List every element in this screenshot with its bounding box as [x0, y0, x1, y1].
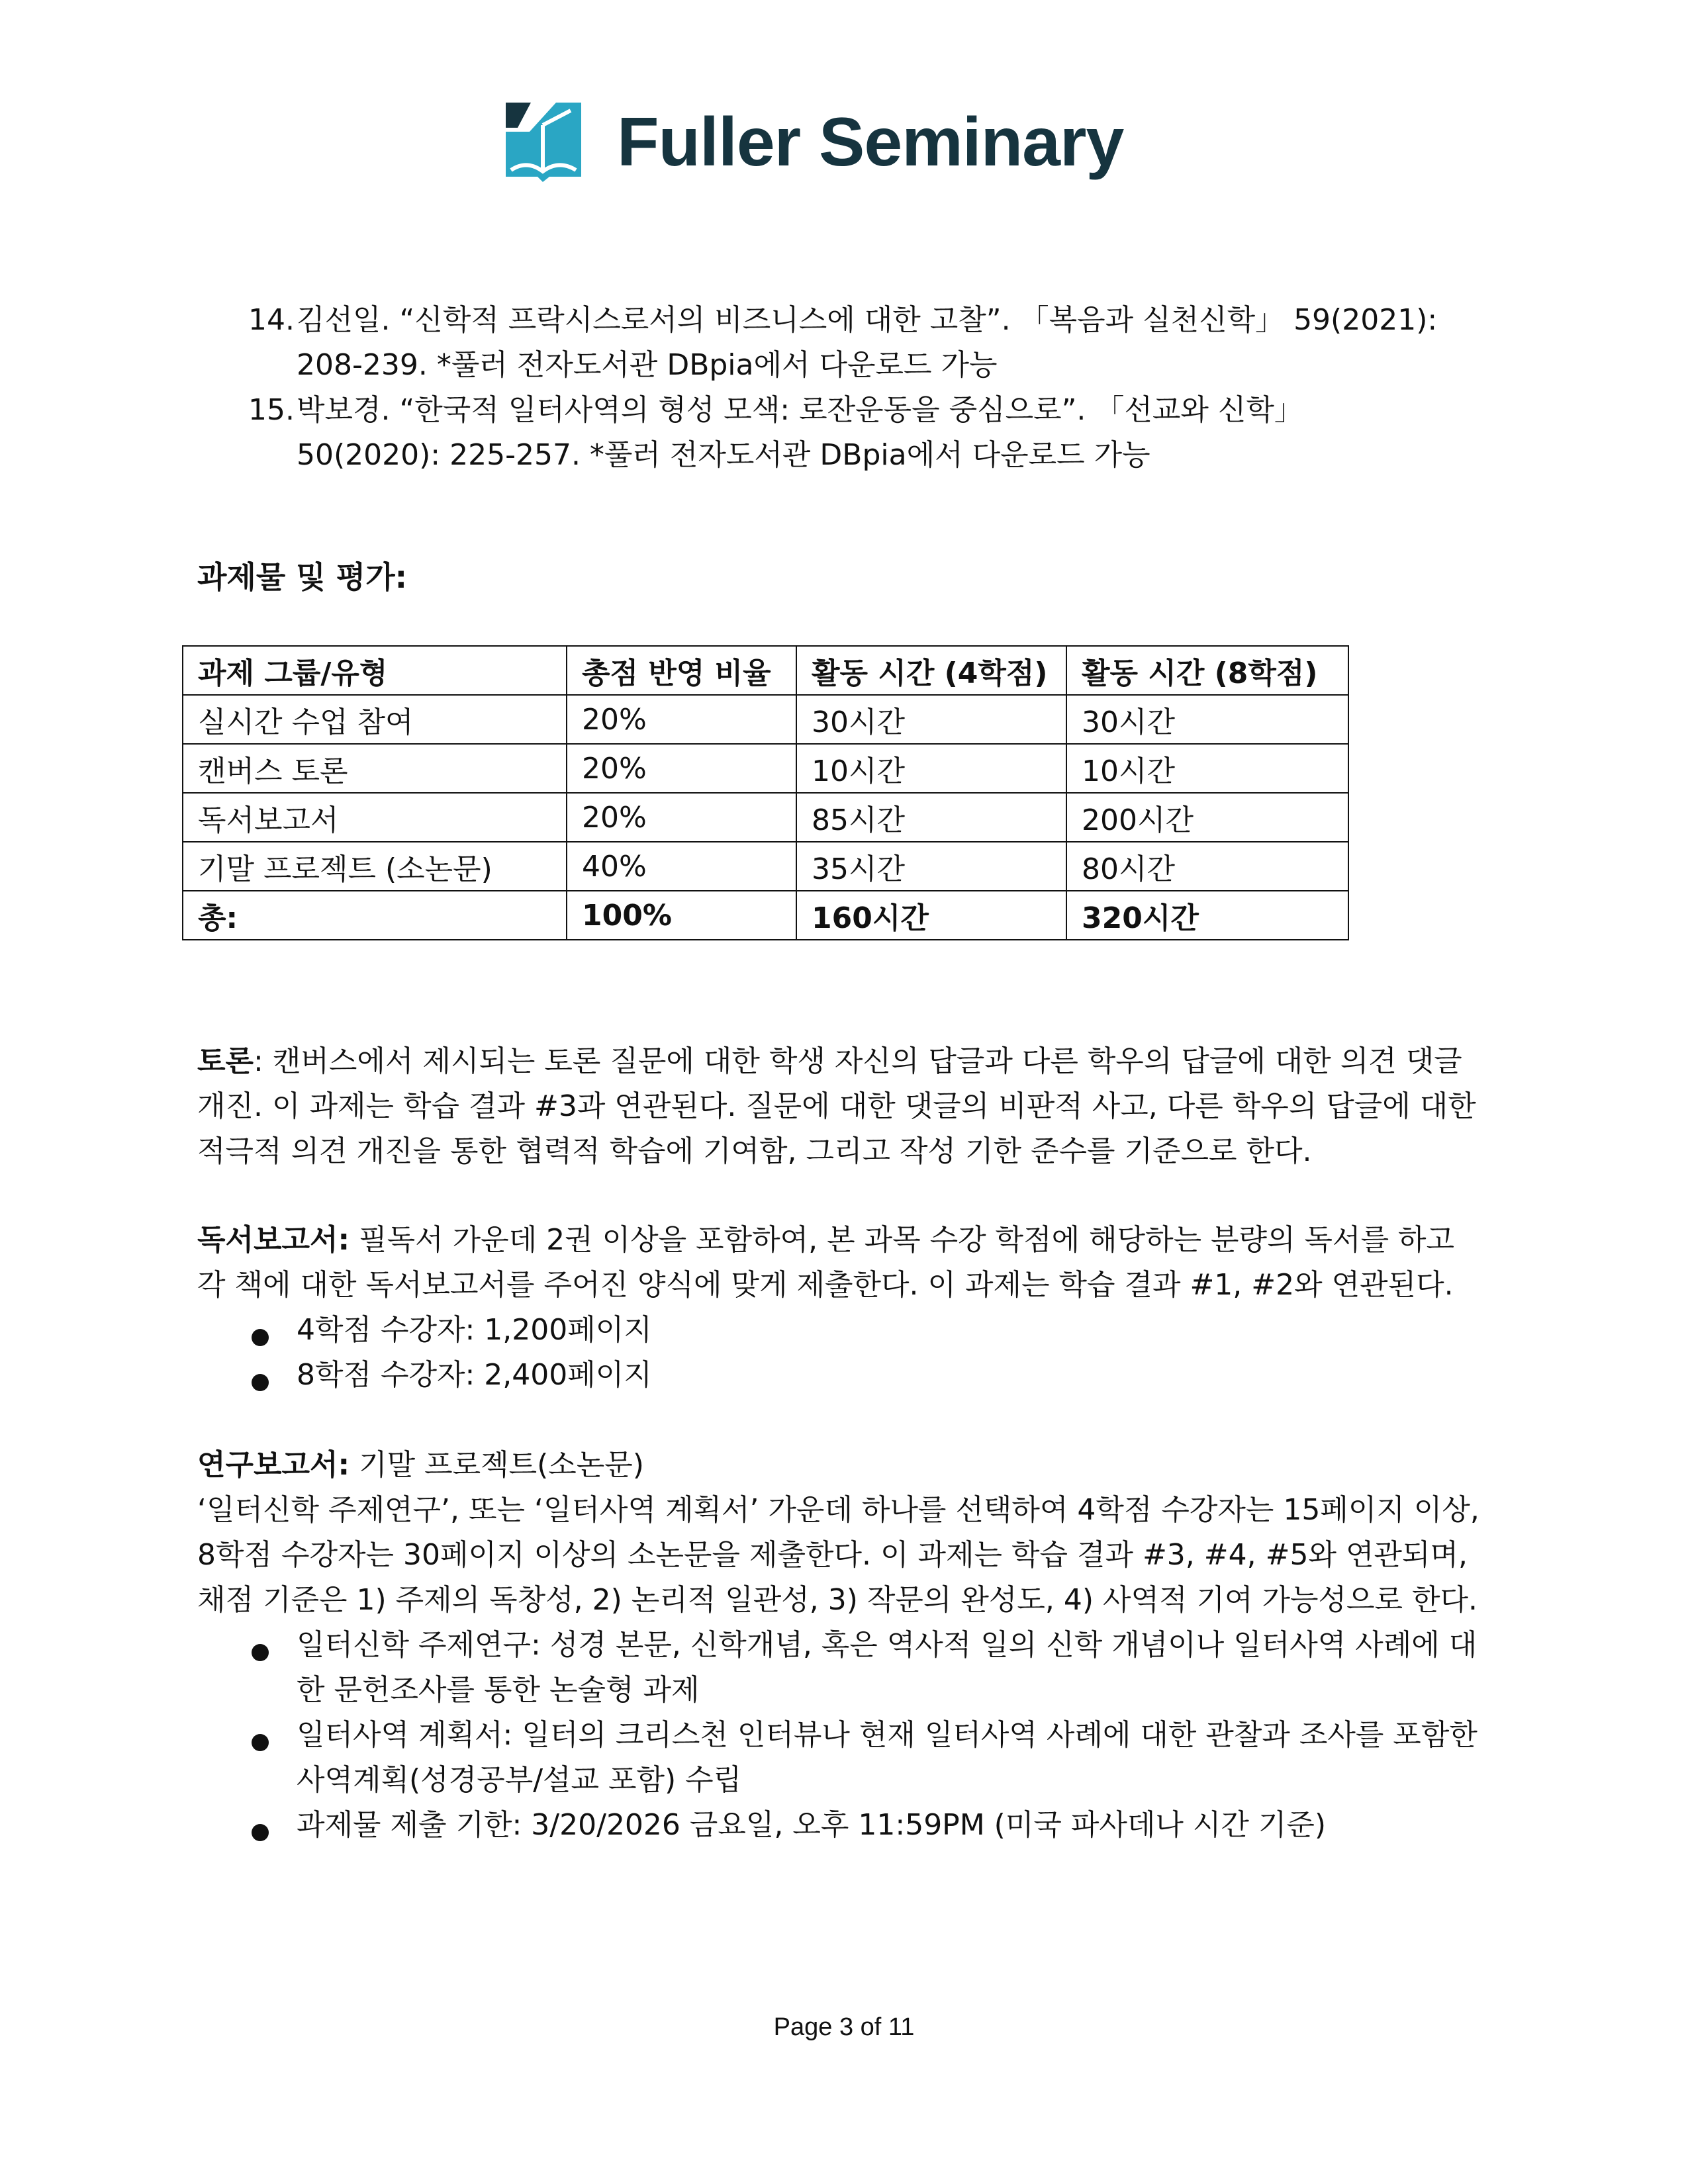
table-header-row: [183, 646, 1348, 695]
column-header: 활동 시간 (4학점): [796, 646, 1066, 695]
list-item-continuation: 한 문헌조사를 통한 논술형 과제: [297, 1673, 700, 1707]
paragraph-line: 개진. 이 과제는 학습 결과 #3과 연관된다. 질문에 대한 댓글의 비판적 사고, 다른 학우의 답글에 대한: [197, 1089, 1476, 1123]
table-cell: 10시간: [796, 744, 1066, 793]
paragraph-line: ‘일터신학 주제연구’, 또는 ‘일터사역 계획서’ 가운데 하나를 선택하여 4학점 수강자는 15페이지 이상,: [197, 1493, 1479, 1527]
reference-text: 208-239. *풀러 전자도서관 DBpia에서 다운로드 가능: [297, 348, 998, 382]
discussion-label: 토론: [197, 1044, 254, 1078]
paragraph-line: 각 책에 대한 독서보고서를 주어진 양식에 맞게 제출한다. 이 과제는 학습 결과 #1, #2와 연관된다.: [197, 1268, 1454, 1302]
table-cell: 10시간: [1066, 744, 1348, 793]
reference-number: 15.: [248, 393, 295, 427]
reference-text: 박보경. “한국적 일터사역의 형성 모색: 로잔운동을 중심으로”. 「선교와 신학」: [297, 393, 1303, 427]
table-cell: 캔버스 토론: [183, 744, 567, 793]
reading-report-text: 필독서 가운데 2권 이상을 포함하여, 본 과목 수강 학점에 해당하는 분량의 독서를 하고: [350, 1223, 1455, 1257]
list-item: 8학점 수강자: 2,400페이지: [297, 1358, 652, 1392]
reading-report-label: 독서보고서:: [197, 1223, 350, 1257]
open-book-logo-icon: [503, 99, 590, 186]
table-cell: 30시간: [1066, 695, 1348, 744]
table-cell: 40%: [567, 842, 796, 891]
table-row: [183, 695, 1348, 744]
list-item: 일터신학 주제연구: 성경 본문, 신학개념, 혹은 역사적 일의 신학 개념이나 일터사역 사례에 대: [297, 1628, 1477, 1662]
page-number: Page 3 of 11: [773, 2013, 915, 2041]
reference-number: 14.: [248, 303, 295, 337]
table-cell: 20%: [567, 744, 796, 793]
research-report-title: 기말 프로젝트(소논문): [350, 1448, 644, 1482]
research-report-label: 연구보고서:: [197, 1448, 350, 1482]
table-row: [183, 842, 1348, 891]
table-cell: 독서보고서: [183, 793, 567, 842]
table-cell: 100%: [567, 891, 796, 940]
paragraph-line: 적극적 의견 개진을 통한 협력적 학습에 기여함, 그리고 작성 기한 준수를 기준으로 한다.: [197, 1134, 1312, 1168]
logo-text: Fuller Seminary: [617, 104, 1124, 181]
table-row: [183, 744, 1348, 793]
discussion-text: : 캔버스에서 제시되는 토론 질문에 대한 학생 자신의 답글과 다른 학우의 답글에 대한 의견 댓글: [254, 1044, 1462, 1078]
paragraph-line: 채점 기준은 1) 주제의 독창성, 2) 논리적 일관성, 3) 작문의 완성도, 4) 사역적 기여 가능성으로 한다.: [197, 1583, 1478, 1617]
table-row: [183, 793, 1348, 842]
fuller-logo: [503, 96, 1123, 189]
reference-text: 50(2020): 225-257. *풀러 전자도서관 DBpia에서 다운로드 가능: [297, 438, 1150, 472]
table-cell: 30시간: [796, 695, 1066, 744]
reference-text: 김선일. “신학적 프락시스로서의 비즈니스에 대한 고찰”. 「복음과 실천신학」 59(2021):: [297, 303, 1438, 337]
table-cell: 320시간: [1066, 891, 1348, 940]
bullet-icon: [252, 1329, 269, 1346]
table-cell: 총:: [183, 891, 567, 940]
table-cell: 20%: [567, 695, 796, 744]
bullet-icon: [252, 1824, 269, 1841]
table-cell: 35시간: [796, 842, 1066, 891]
column-header: 총점 반영 비율: [567, 646, 796, 695]
table-cell: 160시간: [796, 891, 1066, 940]
list-item: 일터사역 계획서: 일터의 크리스천 인터뷰나 현재 일터사역 사례에 대한 관찰과 조사를 포함한: [297, 1718, 1477, 1752]
table-cell: 실시간 수업 참여: [183, 695, 567, 744]
table-total-row: [183, 891, 1348, 940]
bullet-icon: [252, 1644, 269, 1661]
paragraph-line: [197, 1039, 1462, 1084]
table-cell: 80시간: [1066, 842, 1348, 891]
column-header: 활동 시간 (8학점): [1066, 646, 1348, 695]
column-header: 과제 그룹/유형: [183, 646, 567, 695]
paragraph-line: 8학점 수강자는 30페이지 이상의 소논문을 제출한다. 이 과제는 학습 결과 #3, #4, #5와 연관되며,: [197, 1538, 1468, 1572]
table-cell: 기말 프로젝트 (소논문): [183, 842, 567, 891]
bullet-icon: [252, 1734, 269, 1751]
table-cell: 20%: [567, 793, 796, 842]
paragraph-line: [197, 1218, 1454, 1263]
table-cell: 200시간: [1066, 793, 1348, 842]
bullet-icon: [252, 1374, 269, 1391]
list-item: 과제물 제출 기한: 3/20/2026 금요일, 오후 11:59PM (미국 파사데나 시간 기준): [297, 1808, 1326, 1842]
list-item-continuation: 사역계획(성경공부/설교 포함) 수립: [297, 1763, 742, 1797]
section-heading: 과제물 및 평가:: [197, 559, 408, 595]
list-item: 4학점 수강자: 1,200페이지: [297, 1313, 652, 1347]
assessment-table: [182, 645, 1349, 940]
paragraph-line: [197, 1443, 644, 1488]
table-cell: 85시간: [796, 793, 1066, 842]
